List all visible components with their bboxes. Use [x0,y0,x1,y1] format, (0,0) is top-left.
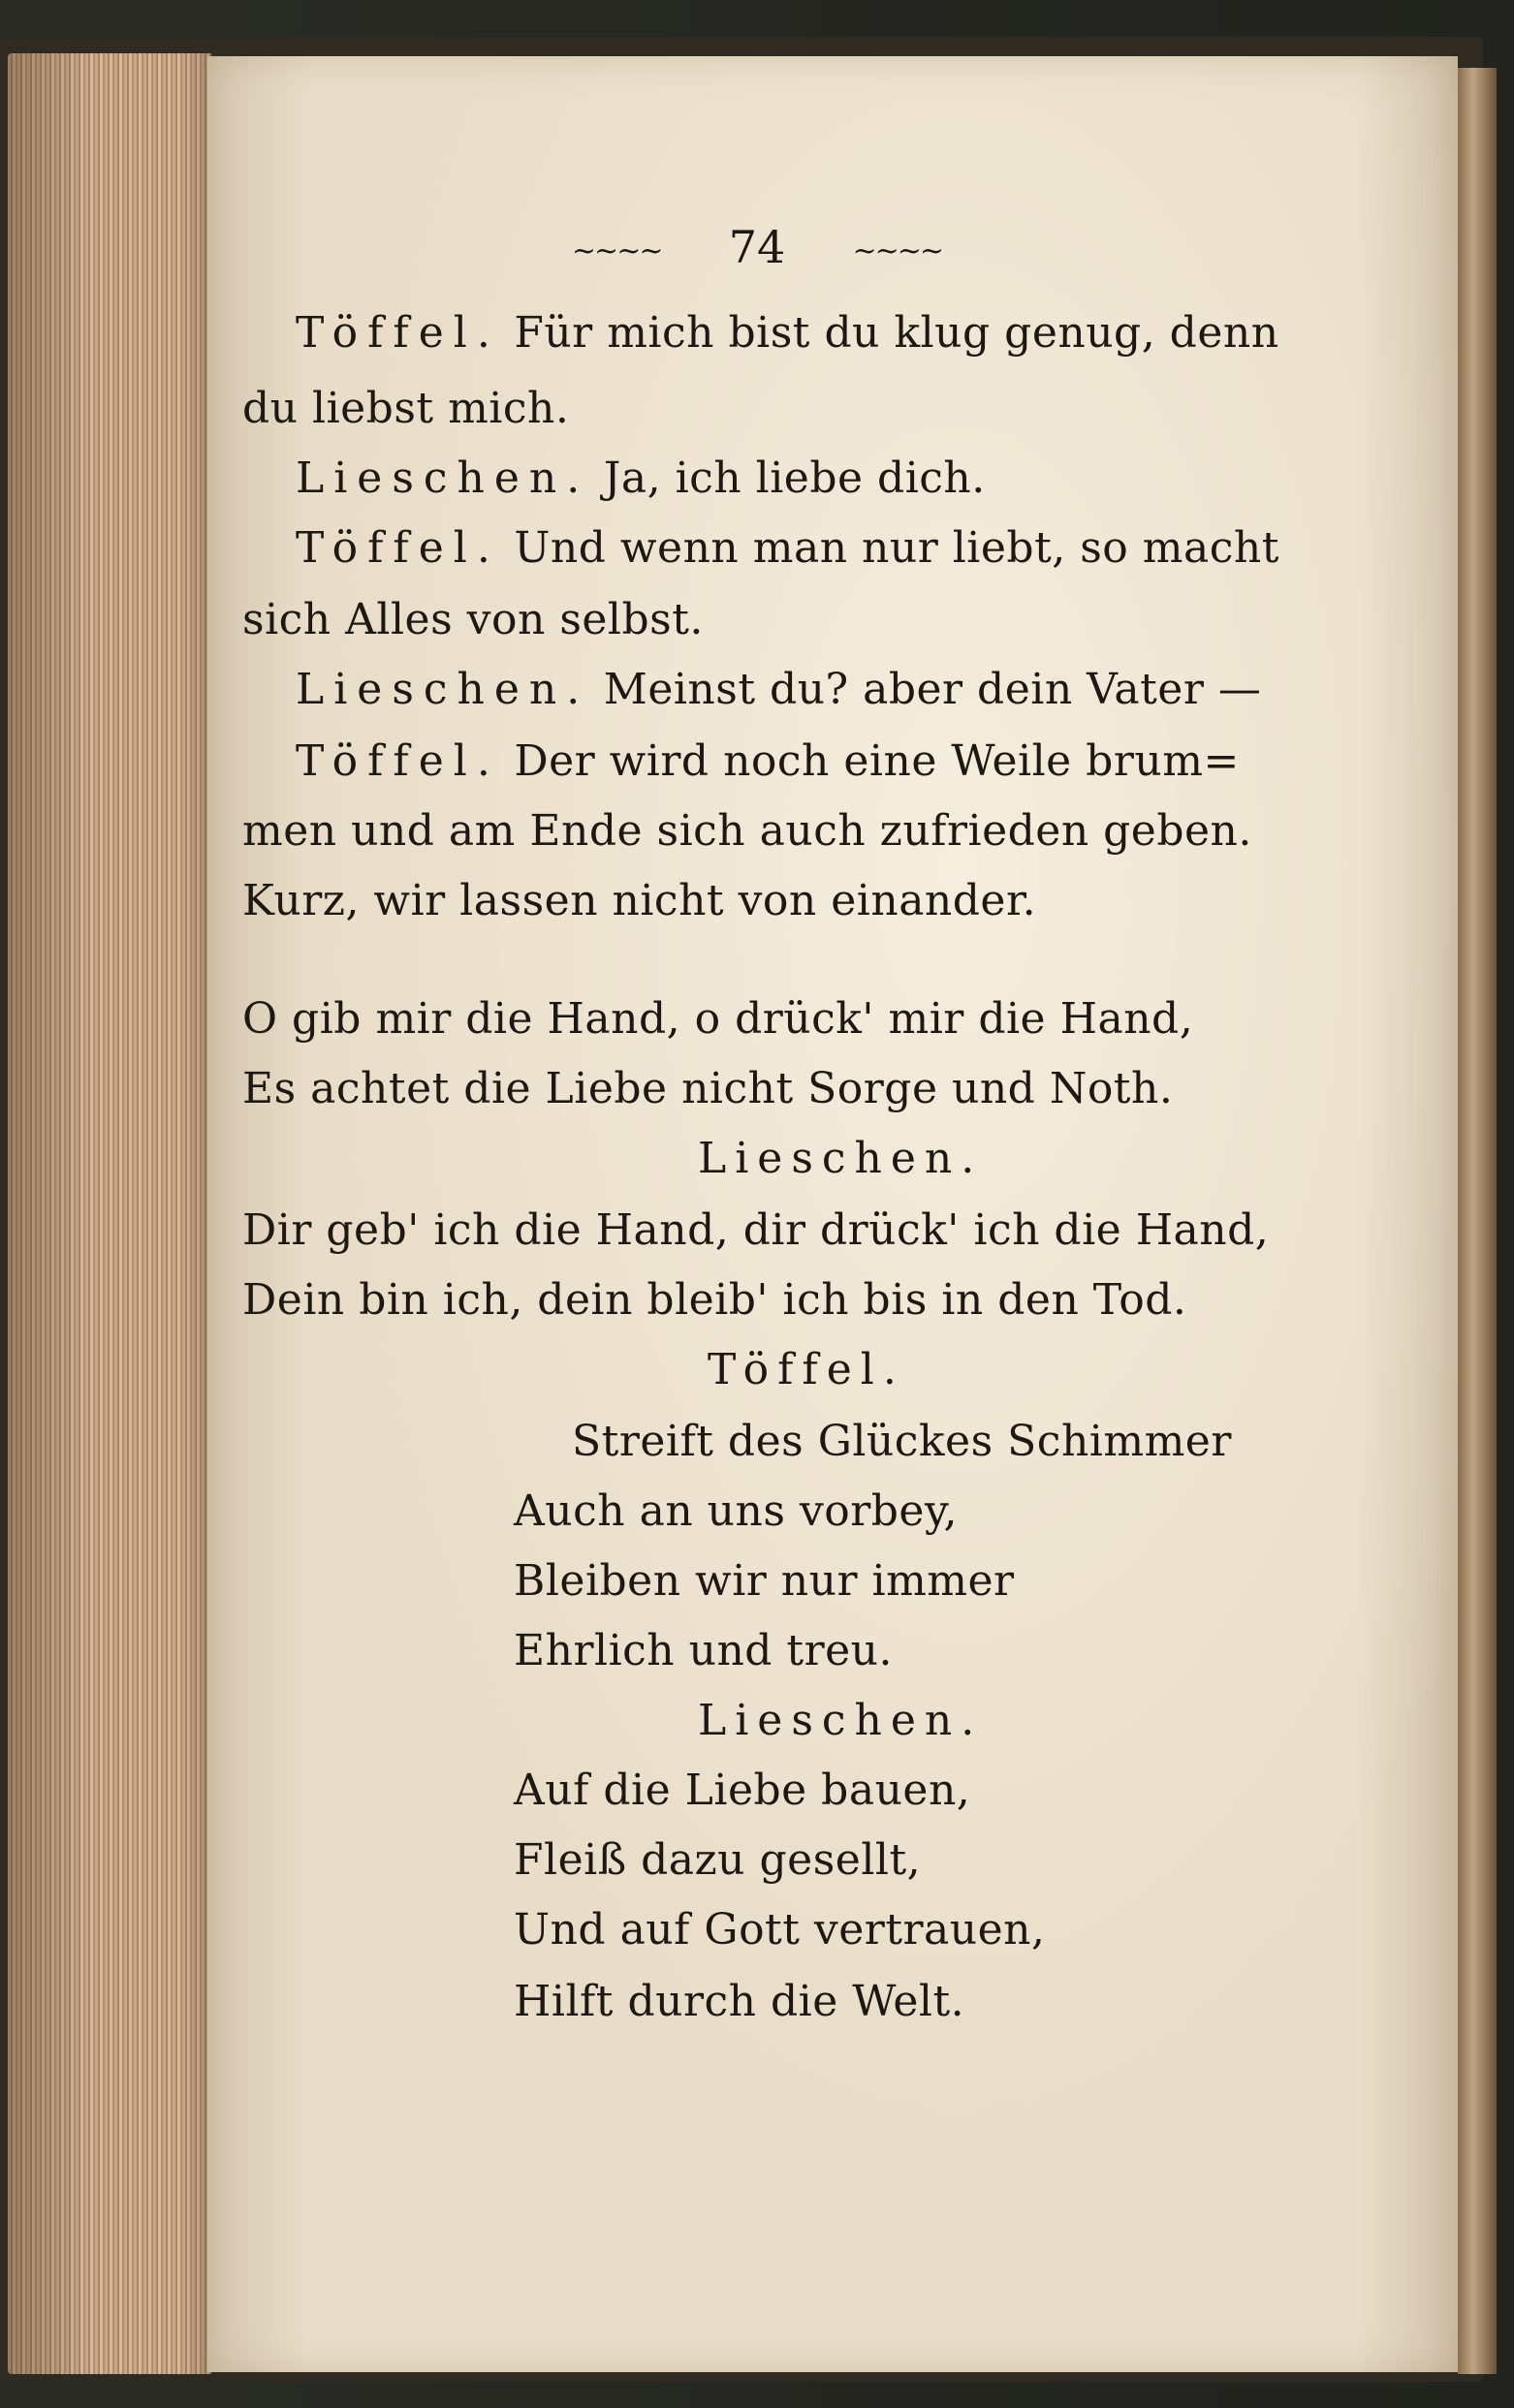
song-line: Und auf Gott vertrauen, [514,1905,1046,1955]
song-line: Dir geb' ich die Hand, dir drück' ich die Hand, [242,1205,1270,1255]
dialogue-text: men und am Ende sich auch zufrieden geben. [242,806,1252,856]
song-speaker-heading: Töffel. [708,1345,905,1394]
dialogue-line [296,736,1240,786]
song-line: Ehrlich und treu. [514,1626,894,1675]
dialogue-text: Für mich bist du klug genug, denn [514,308,1279,358]
song-line: Es achtet die Liebe nicht Sorge und Noth. [242,1064,1174,1113]
page-number: 74 [728,221,786,273]
dialogue-text: sich Alles von selbst. [242,595,704,644]
dialogue-line [296,523,1279,573]
speaker-name: Töffel. [296,736,500,786]
song-speaker-heading: Lieschen. [698,1696,984,1745]
dialogue-text: Und wenn man nur liebt, so macht [514,523,1279,573]
song-line: Auch an uns vorbey, [514,1486,958,1536]
song-line: Auf die Liebe bauen, [514,1766,971,1815]
dialogue-line [296,665,1262,714]
page-header [0,221,1514,273]
dialogue-text: du liebst mich. [242,384,570,433]
header-ornament-right: ~~~~ [852,234,943,268]
dialogue-text: Der wird noch eine Weile brum= [514,736,1240,786]
song-line: Dein bin ich, dein bleib' ich bis in den Tod. [242,1275,1187,1325]
song-line: Bleiben wir nur immer [514,1556,1015,1606]
song-line: Hilft durch die Welt. [514,1977,965,2026]
speaker-name: Töffel. [296,523,500,573]
song-speaker-heading: Lieschen. [698,1134,984,1183]
header-ornament-left: ~~~~ [571,234,662,268]
dialogue-line [242,384,570,433]
speaker-name: Lieschen. [296,665,590,714]
dialogue-line [242,595,704,644]
dialogue-line [242,806,1252,856]
speaker-name: Lieschen. [296,453,590,503]
dialogue-line [296,453,986,503]
dialogue-text: Ja, ich liebe dich. [603,453,986,503]
dialogue-text: Kurz, wir lassen nicht von einander. [242,876,1037,925]
dialogue-line [296,308,1420,358]
dialogue-line [242,876,1037,925]
song-line: Streift des Glückes Schimmer [572,1417,1232,1466]
song-line: Fleiß dazu gesellt, [514,1835,922,1885]
dialogue-text: Meinst du? aber dein Vater — [603,665,1262,714]
song-line: O gib mir die Hand, o drück' mir die Hand, [242,994,1194,1044]
speaker-name: Töffel. [296,308,500,358]
